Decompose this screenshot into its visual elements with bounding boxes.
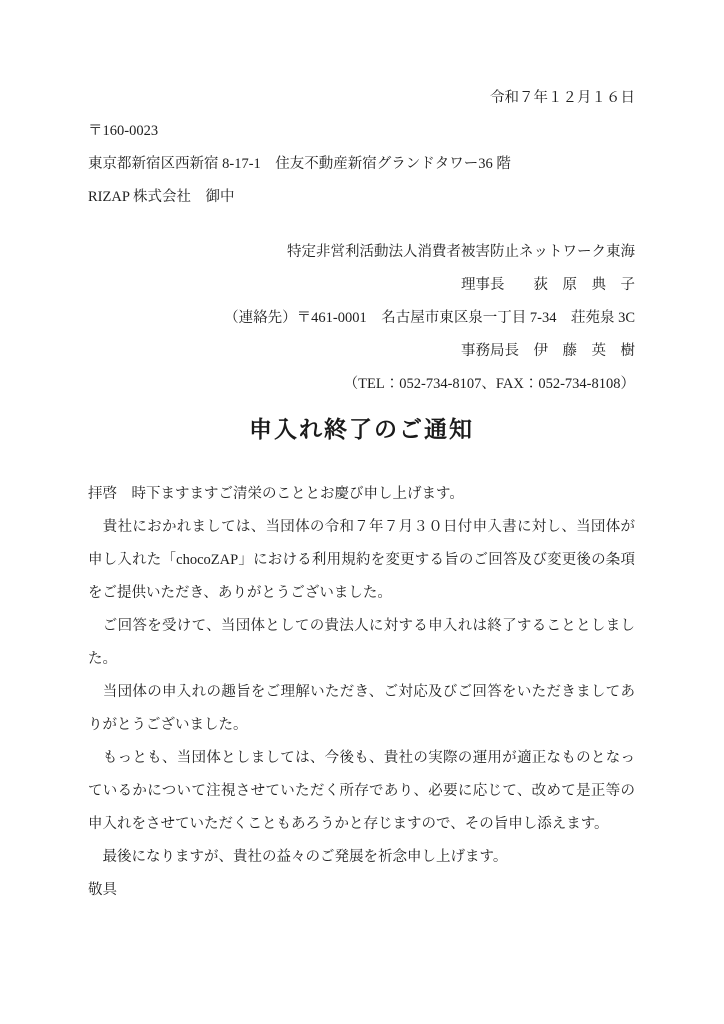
body-paragraph-appreciation: 当団体の申入れの趣旨をご理解いただき、ご対応及びご回答をいただきましてありがとうございました。 (88, 684, 635, 733)
body-paragraph-thanks: 貴社におかれましては、当団体の令和７年７月３０日付申入書に対し、当団体が申し入れた「chocoZAP」における利用規約を変更する旨のご回答及び変更後の条項をご提供いただき、ありがとうございました。 (88, 519, 635, 601)
body-paragraph-greeting: 拝啓 時下ますますご清栄のこととお慶び申し上げます。 (88, 486, 464, 502)
body-paragraph-future-monitoring: もっとも、当団体としましては、今後も、貴社の実際の運用が適正なものとなっているかについて注視させていただく所存であり、必要に応じて、改めて是正等の申入れをさせていただくこともあろうかと存じますので、その旨申し添えます。 (88, 750, 635, 832)
sender-organization: 特定非営利活動法人消費者被害防止ネットワーク東海 (287, 244, 635, 260)
sender-block (88, 236, 635, 401)
document-title: 申入れ終了のご通知 (249, 416, 474, 442)
sender-contact-address: （連絡先）〒461-0001 名古屋市東区泉一丁目 7-34 荘苑泉 3C (224, 310, 635, 326)
body-paragraph-well-wishes: 最後になりますが、貴社の益々のご発展を祈念申し上げます。 (88, 849, 508, 865)
recipient-address: 東京都新宿区西新宿 8-17-1 住友不動産新宿グランドタワー36 階 (88, 156, 511, 172)
recipient-name: RIZAP 株式会社 御中 (88, 189, 235, 205)
letter-body (88, 478, 635, 907)
sender-secretary-general: 事務局長 伊 藤 英 樹 (461, 343, 635, 359)
sender-phone-fax: （TEL：052-734-8107、FAX：052-734-8108） (343, 376, 635, 392)
recipient-block (88, 115, 635, 214)
recipient-postal-code: 〒160-0023 (88, 123, 159, 139)
date-line: 令和７年１２月１６日 (490, 90, 635, 106)
body-paragraph-termination: ご回答を受けて、当団体としての貴法人に対する申入れは終了することとしました。 (88, 618, 635, 667)
sender-representative: 理事長 荻 原 典 子 (461, 277, 635, 293)
closing-keigu: 敬具 (88, 882, 117, 898)
